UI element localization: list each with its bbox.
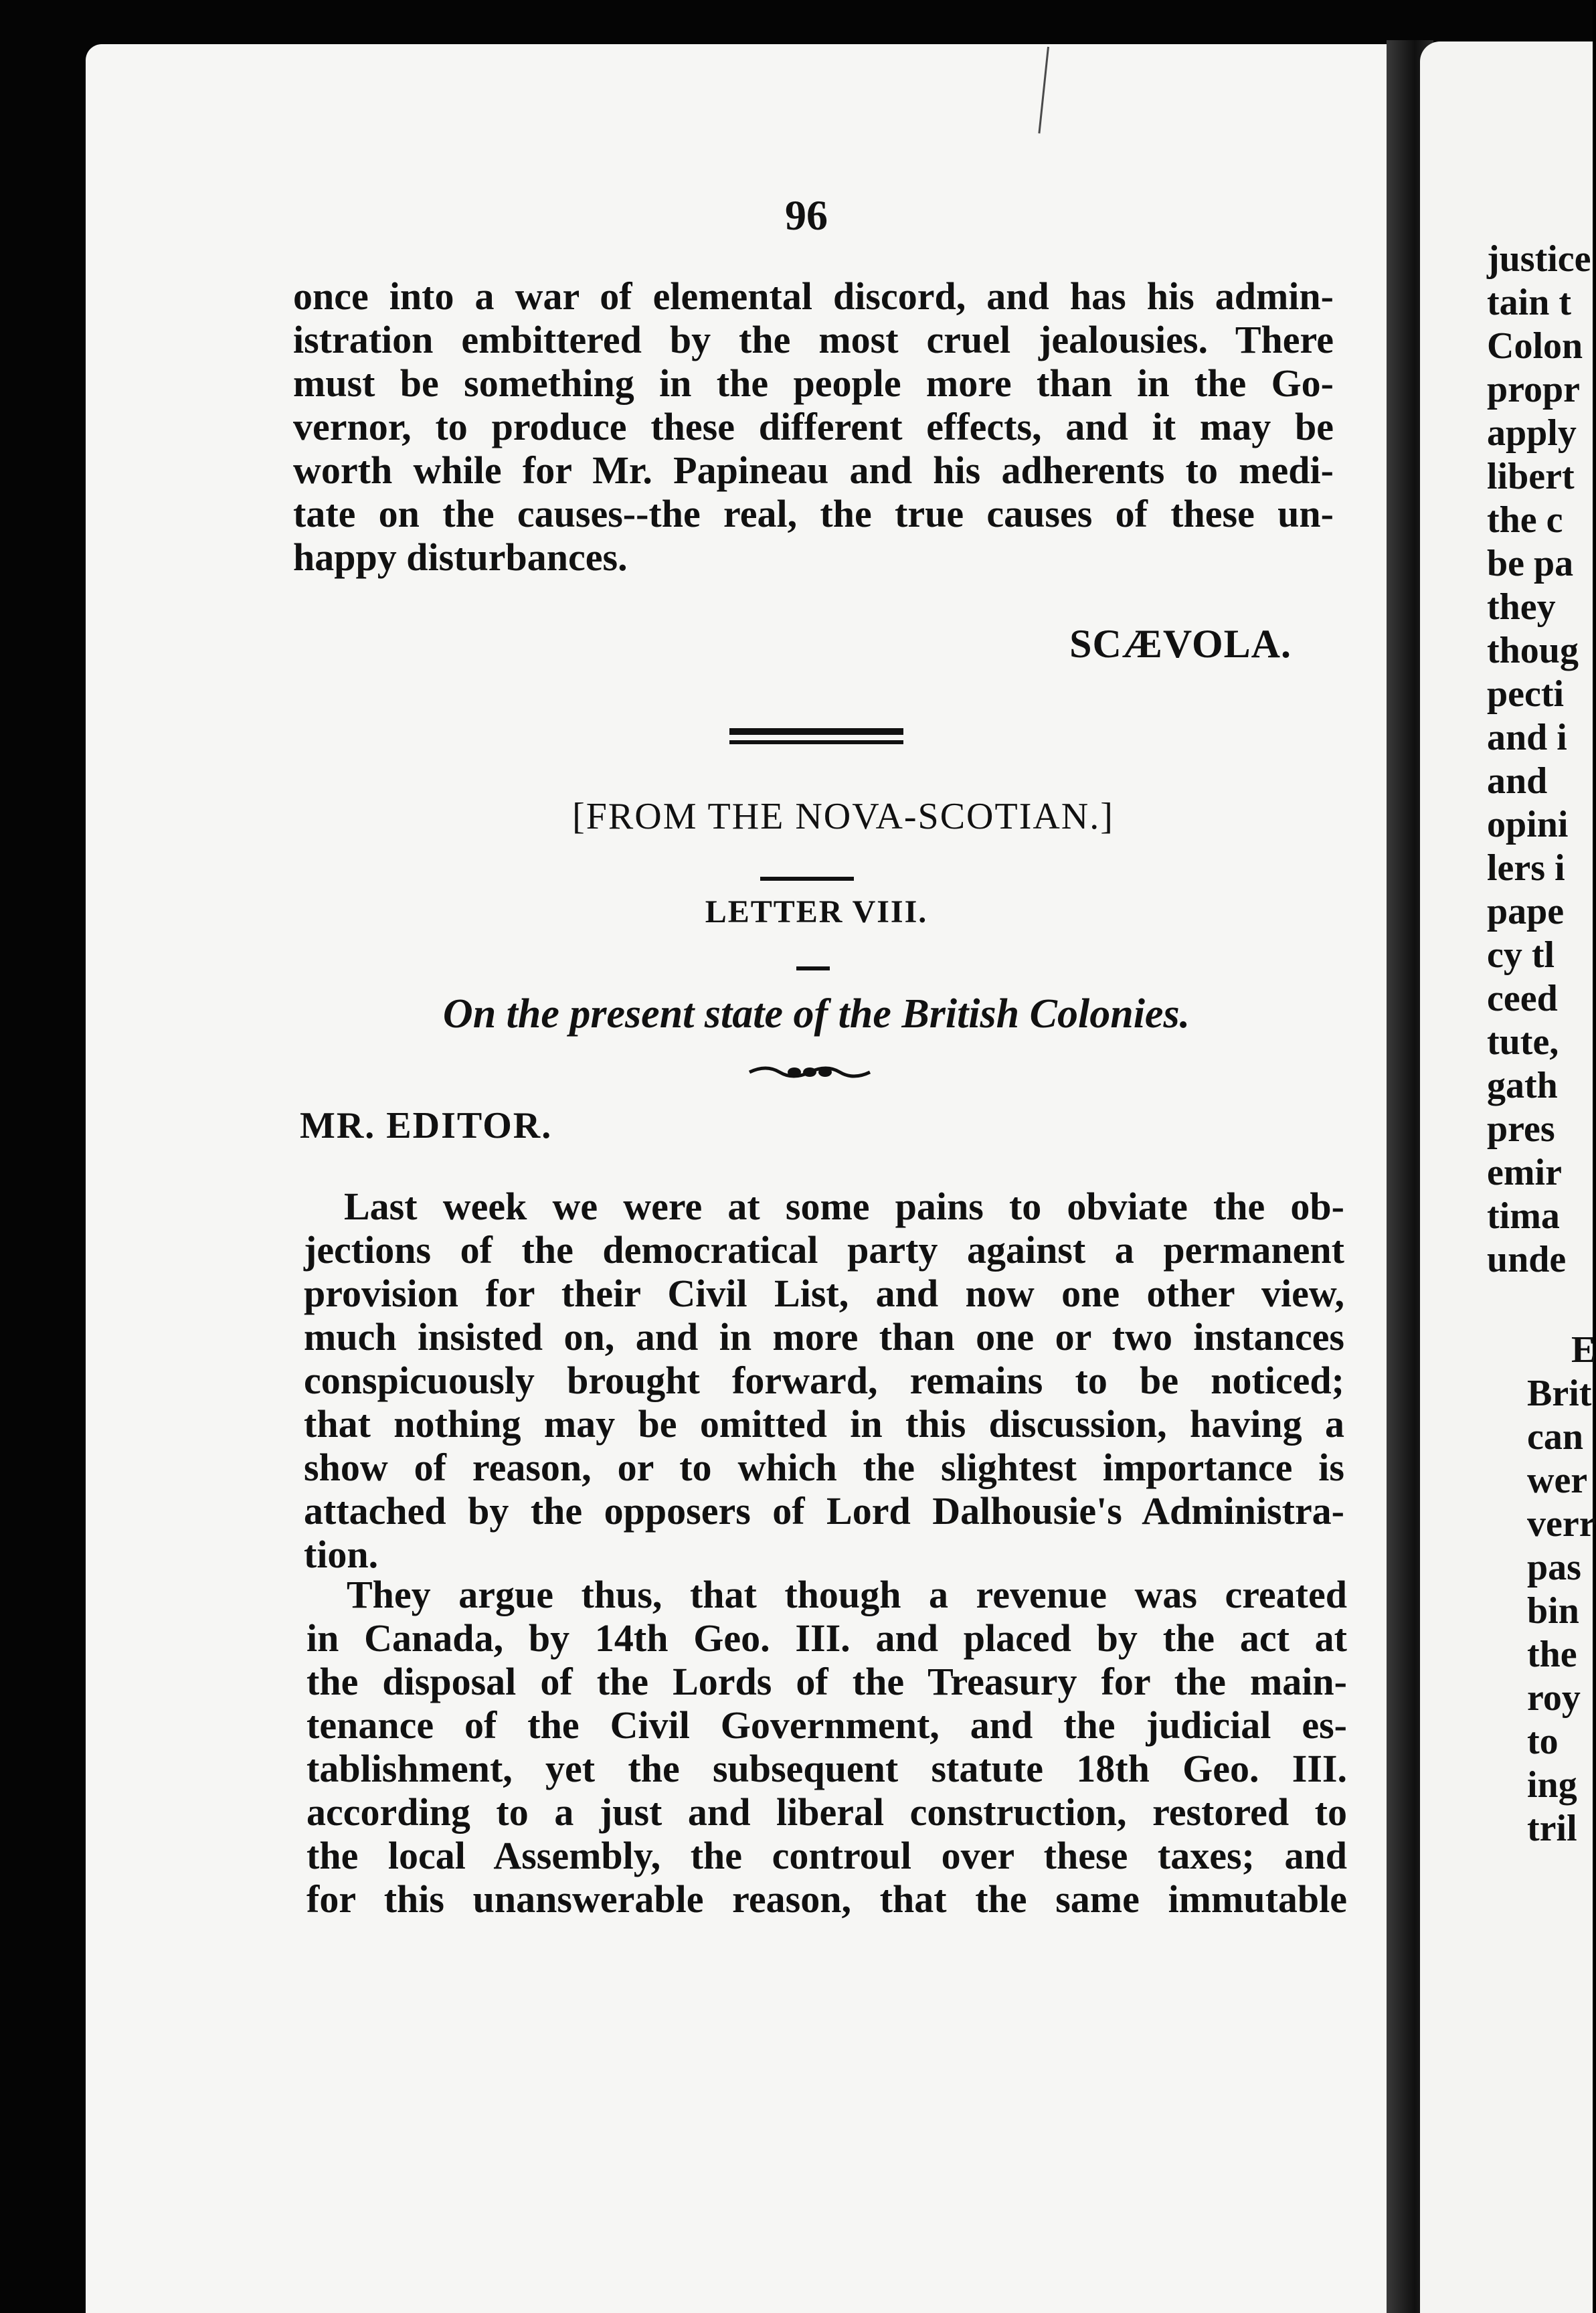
text-line: much insisted on, and in more than one or two instances: [304, 1315, 1344, 1359]
text-line: gath: [1487, 1065, 1558, 1106]
text-line: verr: [1527, 1503, 1596, 1545]
facing-page-text-lower: [1527, 1329, 1596, 1851]
text-line: for this unanswerable reason, that the same immutable: [306, 1877, 1347, 1921]
body-paragraph-1: [304, 1185, 1344, 1576]
text-line: conspicuously brought forward, remains to be noticed;: [304, 1359, 1344, 1402]
article-subtitle: On the present state of the British Colonies.: [442, 991, 1190, 1037]
text-line: the c: [1487, 499, 1563, 541]
text-line: istration embittered by the most cruel jealousies. There: [293, 318, 1334, 361]
source-heading: [FROM THE NOVA-SCOTIAN.]: [572, 796, 1114, 837]
text-line: Colon: [1487, 325, 1583, 367]
text-line: according to a just and liberal construction, restored to: [306, 1790, 1347, 1834]
text-line: wer: [1527, 1460, 1588, 1501]
text-line: must be something in the people more than in the Go-: [293, 361, 1334, 405]
text-line: tute,: [1487, 1021, 1559, 1063]
text-line: the: [1527, 1634, 1577, 1675]
text-line: pres: [1487, 1108, 1555, 1150]
text-line: can: [1527, 1416, 1583, 1458]
text-line: pas: [1527, 1547, 1581, 1588]
text-line: unde: [1487, 1239, 1567, 1280]
text-line: tril: [1527, 1808, 1577, 1849]
text-line: the local Assembly, the controul over these taxes; and: [306, 1834, 1347, 1877]
text-line: be pa: [1487, 543, 1574, 584]
text-line: jections of the democratical party against a permanent: [304, 1228, 1344, 1272]
subtitle-rule: [796, 966, 830, 970]
text-line: E: [1571, 1329, 1596, 1371]
text-line: propr: [1487, 369, 1580, 410]
body-paragraph-2: [306, 1573, 1347, 1921]
text-line: tion.: [304, 1533, 379, 1576]
text-line: tate on the causes--the real, the true causes of these un-: [293, 492, 1334, 535]
salutation: MR. EDITOR.: [300, 1105, 553, 1146]
text-line: roy: [1527, 1677, 1581, 1719]
text-line: once into a war of elemental discord, and has his admin-: [293, 274, 1334, 318]
text-line: opini: [1487, 804, 1569, 845]
top-paragraph: [293, 274, 1334, 579]
text-line: vernor, to produce these different effects, and it may be: [293, 405, 1334, 448]
text-line: thoug: [1487, 630, 1579, 671]
text-line: emir: [1487, 1152, 1562, 1193]
text-line: ing: [1527, 1764, 1577, 1806]
text-line: tima: [1487, 1195, 1560, 1237]
text-line: pecti: [1487, 673, 1565, 715]
text-line: Last week we were at some pains to obviate the ob-: [344, 1185, 1344, 1228]
author-signature: SCÆVOLA.: [1069, 622, 1292, 666]
text-line: provision for their Civil List, and now one other view,: [304, 1272, 1344, 1315]
text-line: apply: [1487, 412, 1577, 454]
text-line: libert: [1487, 456, 1575, 497]
text-line: justice: [1487, 238, 1591, 280]
text-line: that nothing may be omitted in this discussion, having a: [304, 1402, 1344, 1446]
text-line: cy tl: [1487, 934, 1555, 976]
text-line: attached by the opposers of Lord Dalhousie's Administra-: [304, 1489, 1344, 1533]
text-line: happy disturbances.: [293, 535, 628, 579]
text-line: in Canada, by 14th Geo. III. and placed by the act at: [306, 1616, 1347, 1660]
text-line: They argue thus, that though a revenue was created: [347, 1573, 1347, 1616]
text-line: tablishment, yet the subsequent statute 18th Geo. III.: [306, 1747, 1347, 1790]
text-line: pape: [1487, 891, 1565, 932]
text-line: tenance of the Civil Government, and the judicial es-: [306, 1703, 1347, 1747]
facing-page-text-upper: [1487, 238, 1593, 1282]
section-divider-rule: [729, 728, 903, 748]
letter-heading: LETTER VIII.: [705, 894, 928, 930]
ornament-flourish-icon: [746, 1057, 873, 1084]
text-line: Brit: [1527, 1373, 1592, 1414]
text-line: tain t: [1487, 282, 1571, 323]
text-line: and i: [1487, 717, 1567, 758]
text-line: to: [1527, 1721, 1559, 1762]
text-line: and: [1487, 760, 1548, 802]
text-line: the disposal of the Lords of the Treasury for the main-: [306, 1660, 1347, 1703]
text-line: they: [1487, 586, 1556, 628]
text-line: show of reason, or to which the slightest importance is: [304, 1446, 1344, 1489]
heading-rule: [760, 877, 854, 881]
text-line: lers i: [1487, 847, 1565, 889]
text-line: ceed: [1487, 978, 1558, 1019]
text-line: bin: [1527, 1590, 1579, 1632]
page-number: 96: [785, 191, 828, 239]
text-line: worth while for Mr. Papineau and his adherents to medi-: [293, 448, 1334, 492]
